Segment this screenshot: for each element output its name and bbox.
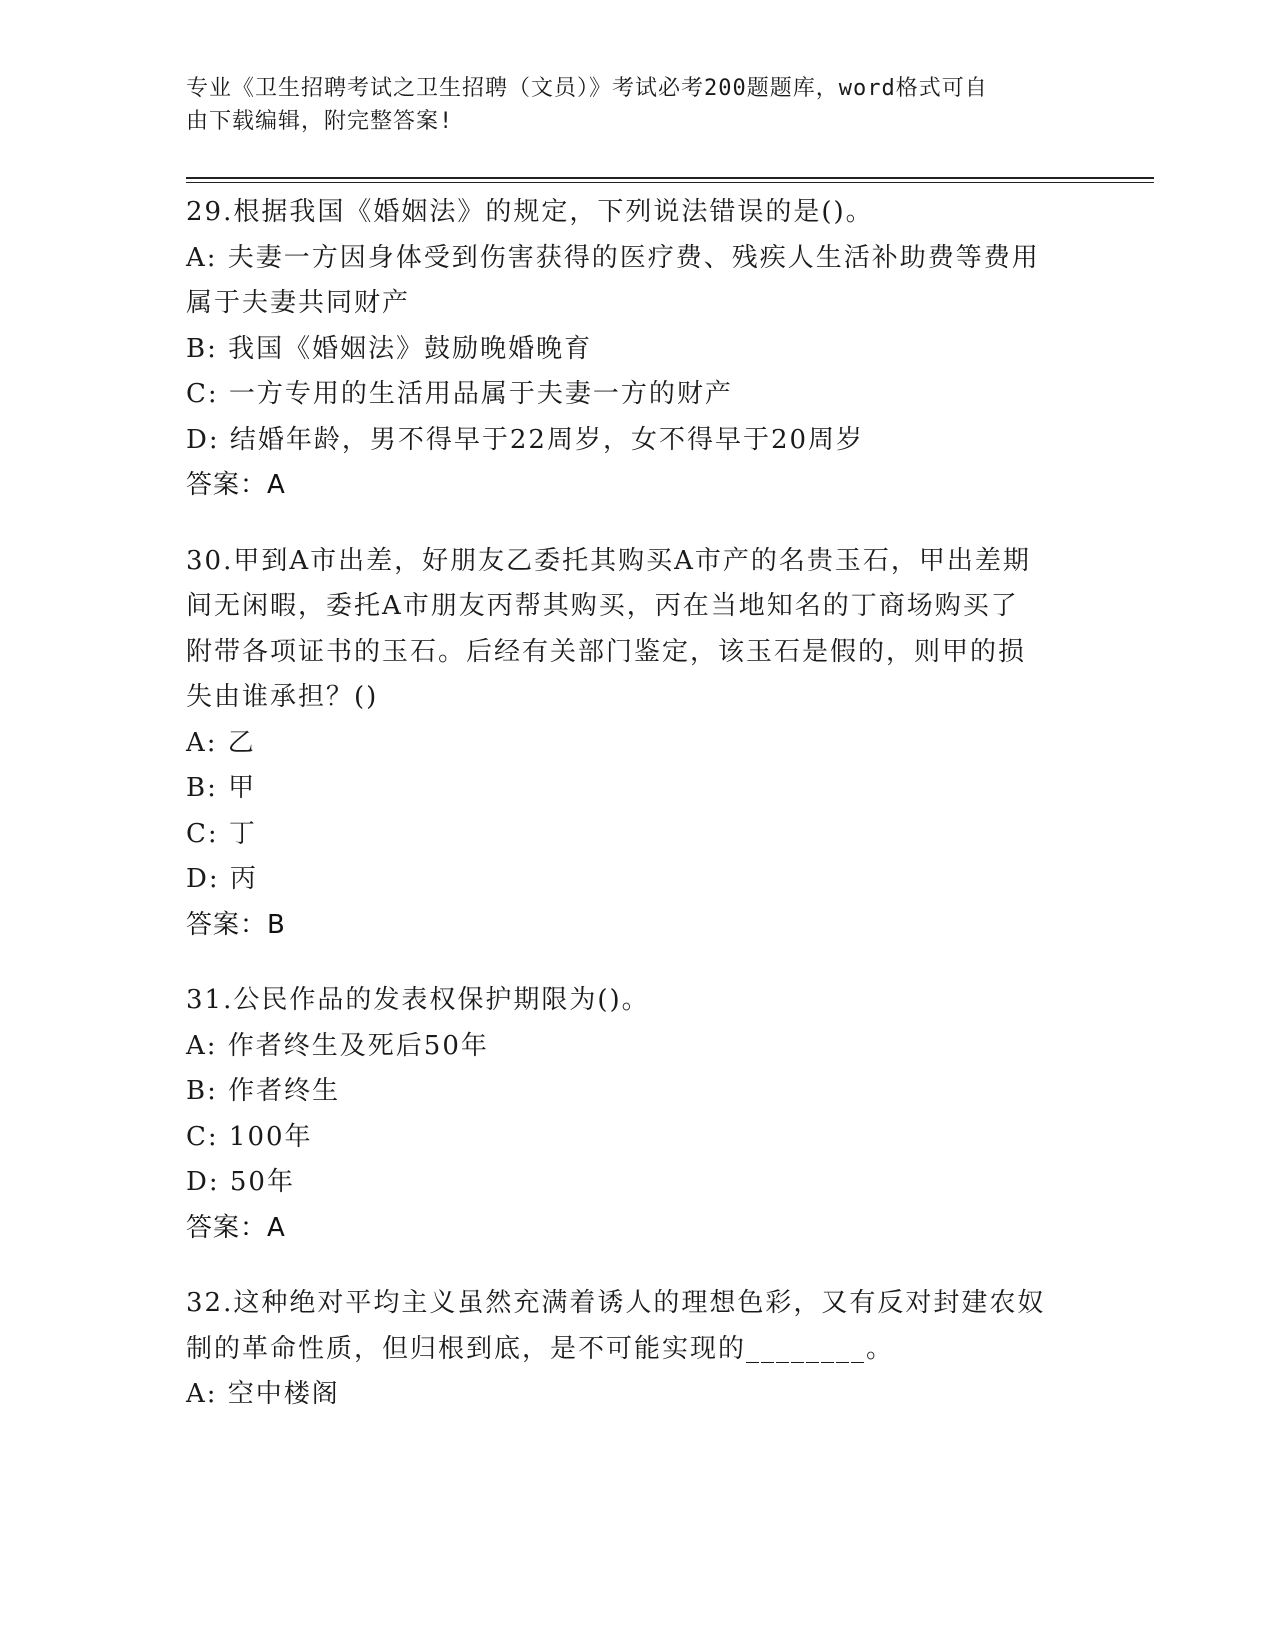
answer-option-line: B: 甲	[186, 773, 257, 803]
header-divider-thick	[186, 177, 1154, 179]
answer-key	[186, 1206, 1086, 1252]
question-block	[186, 1281, 1086, 1418]
answer-value: A	[267, 1212, 286, 1243]
question-text-line: 31.公民作品的发表权保护期限为()。	[186, 985, 650, 1015]
answer-value: A	[267, 470, 286, 500]
answer-option-line: A: 乙	[186, 727, 256, 758]
answer-option-line: B: 我国《婚姻法》鼓励晚婚晚育	[186, 333, 593, 364]
question-text-line: 间无闲暇，委托A市朋友丙帮其购买，丙在当地知名的丁商场购买了	[186, 591, 1019, 621]
answer-value: B	[267, 909, 286, 940]
header-line-1: 专业《卫生招聘考试之卫生招聘（文员）》考试必考200题题库，word格式可自	[186, 76, 988, 101]
document-header	[186, 72, 1086, 138]
answer-option-line: C: 一方专用的生活用品属于夫妻一方的财产	[186, 379, 733, 409]
answer-option-line: 属于夫妻共同财产	[186, 288, 411, 318]
answer-option-line: A: 夫妻一方因身体受到伤害获得的医疗费、残疾人生活补助费等费用	[186, 242, 1040, 273]
question-text-line: 29.根据我国《婚姻法》的规定，下列说法错误的是()。	[186, 197, 874, 227]
answer-label: 答案：	[186, 909, 268, 940]
question-text-line: 失由谁承担？()	[186, 682, 379, 712]
question-block	[186, 190, 1086, 509]
answer-option-line: D: 丙	[186, 864, 258, 894]
question-text-line: 附带各项证书的玉石。后经有关部门鉴定，该玉石是假的，则甲的损	[186, 636, 1027, 667]
question-text-line: 30.甲到A市出差，好朋友乙委托其购买A市产的名贵玉石，甲出差期	[186, 545, 1031, 576]
answer-option-line: B: 作者终生	[186, 1076, 341, 1106]
answer-option-line: C: 丁	[186, 818, 257, 849]
question-block	[186, 539, 1086, 949]
question-list	[186, 190, 1086, 1448]
answer-option-line: D: 结婚年龄，男不得早于22周岁，女不得早于20周岁	[186, 424, 865, 455]
answer-key	[186, 903, 1086, 949]
question-text-line: 制的革命性质，但归根到底，是不可能实现的________。	[186, 1333, 895, 1364]
answer-label: 答案：	[186, 1212, 268, 1243]
answer-label: 答案：	[186, 470, 268, 500]
answer-option-line: A: 作者终生及死后50年	[186, 1030, 489, 1061]
question-block	[186, 978, 1086, 1251]
answer-option-line: D: 50年	[186, 1167, 295, 1197]
answer-option-line: C: 100年	[186, 1121, 313, 1152]
question-text-line: 32.这种绝对平均主义虽然充满着诱人的理想色彩，又有反对封建农奴	[186, 1288, 1046, 1318]
header-line-2: 由下载编辑，附完整答案!	[186, 109, 454, 134]
header-divider-thin	[186, 182, 1154, 183]
answer-option-line: A: 空中楼阁	[186, 1379, 340, 1409]
answer-key	[186, 463, 1086, 509]
